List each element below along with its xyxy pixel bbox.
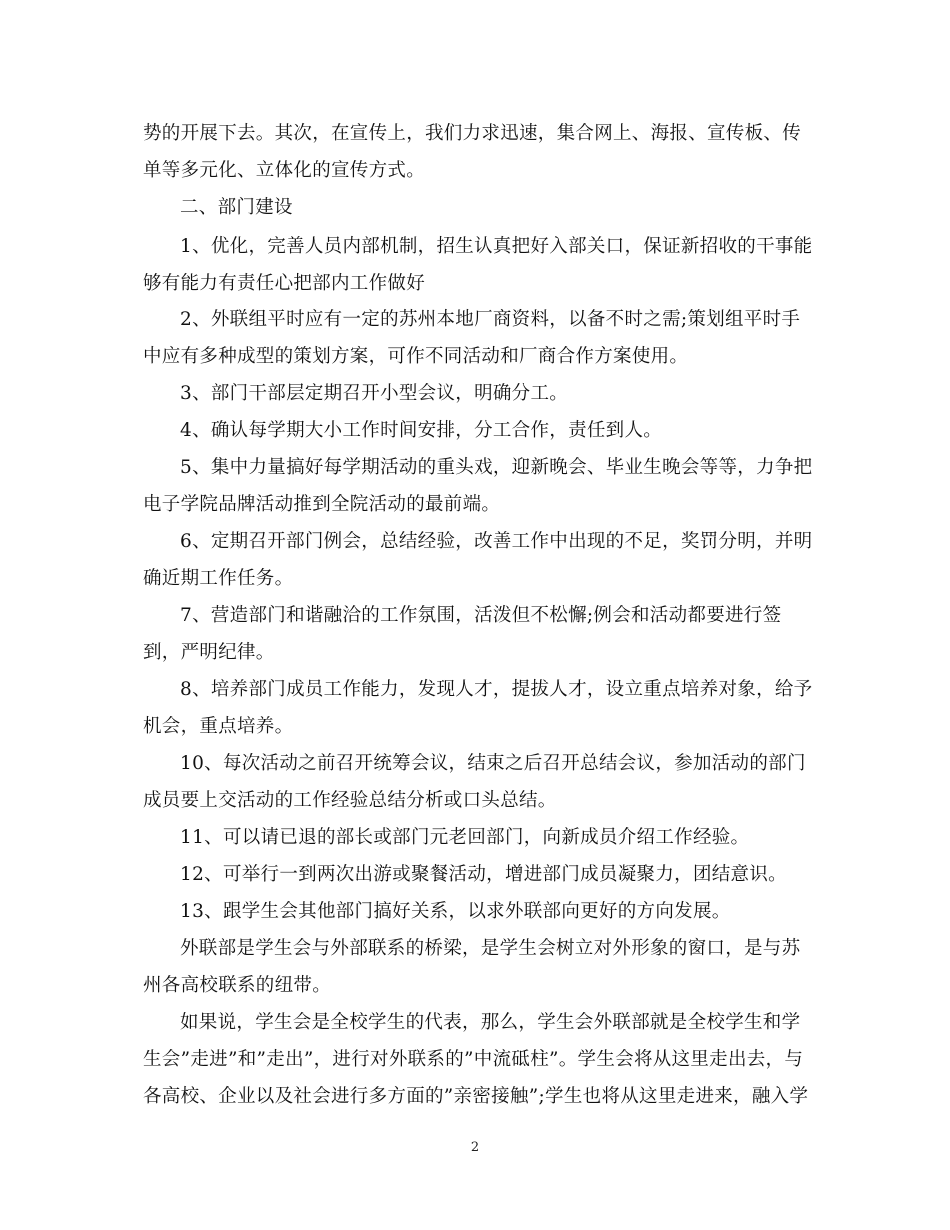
text-line: 6、定期召开部门例会，总结经验，改善工作中出现的不足，奖罚分明，并明	[180, 531, 813, 552]
text-line: 1、优化，完善人员内部机制，招生认真把好入部关口，保证新招收的干事能	[180, 236, 813, 257]
text-line: 够有能力有责任心把部内工作做好	[143, 273, 426, 294]
text-line: 成员要上交活动的工作经验总结分析或口头总结。	[143, 790, 557, 811]
text-line: 4、确认每学期大小工作时间安排，分工合作，责任到人。	[180, 420, 663, 441]
text-line: 2、外联组平时应有一定的苏州本地厂商资料，以备不时之需;策划组平时手	[180, 309, 801, 330]
section-heading: 二、部门建设	[180, 197, 293, 218]
text-line: 单等多元化、立体化的宣传方式。	[143, 160, 426, 181]
text-line: 到，严明纪律。	[143, 642, 275, 663]
text-line: 12、可举行一到两次出游或聚餐活动，增进部门成员凝聚力，团结意识。	[180, 864, 787, 885]
text-line: 势的开展下去。其次，在宣传上，我们力求迅速，集合网上、海报、宣传板、传	[143, 123, 802, 144]
text-line: 10、每次活动之前召开统筹会议，结束之后召开总结会议，参加活动的部门	[180, 753, 806, 774]
text-line: 州各高校联系的纽带。	[143, 975, 332, 996]
text-line: 确近期工作任务。	[143, 568, 294, 589]
text-line: 3、部门干部层定期召开小型会议，明确分工。	[180, 383, 569, 404]
text-line: 各高校、企业以及社会进行多方面的”亲密接触”;学生也将从这里走进来，融入学	[143, 1086, 809, 1107]
text-line: 8、培养部门成员工作能力，发现人才，提拔人才，设立重点培养对象，给予	[180, 679, 813, 700]
text-line: 机会，重点培养。	[143, 716, 294, 737]
text-line: 7、营造部门和谐融洽的工作氛围，活泼但不松懈;例会和活动都要进行签	[180, 605, 782, 626]
text-line: 外联部是学生会与外部联系的桥梁，是学生会树立对外形象的窗口，是与苏	[180, 938, 801, 959]
text-line: 电子学院品牌活动推到全院活动的最前端。	[143, 494, 501, 515]
text-line: 如果说，学生会是全校学生的代表，那么，学生会外联部就是全校学生和学	[180, 1012, 801, 1033]
page-number: 2	[470, 1140, 480, 1155]
text-line: 5、集中力量搞好每学期活动的重头戏，迎新晚会、毕业生晚会等等，力争把	[180, 457, 813, 478]
text-line: 11、可以请已退的部长或部门元老回部门，向新成员介绍工作经验。	[180, 827, 750, 848]
text-line: 13、跟学生会其他部门搞好关系，以求外联部向更好的方向发展。	[180, 901, 731, 922]
text-line: 生会”走进”和”走出”，进行对外联系的”中流砥柱”。学生会将从这里走出去，与	[143, 1049, 804, 1070]
text-line: 中应有多种成型的策划方案，可作不同活动和厂商合作方案使用。	[143, 346, 689, 367]
